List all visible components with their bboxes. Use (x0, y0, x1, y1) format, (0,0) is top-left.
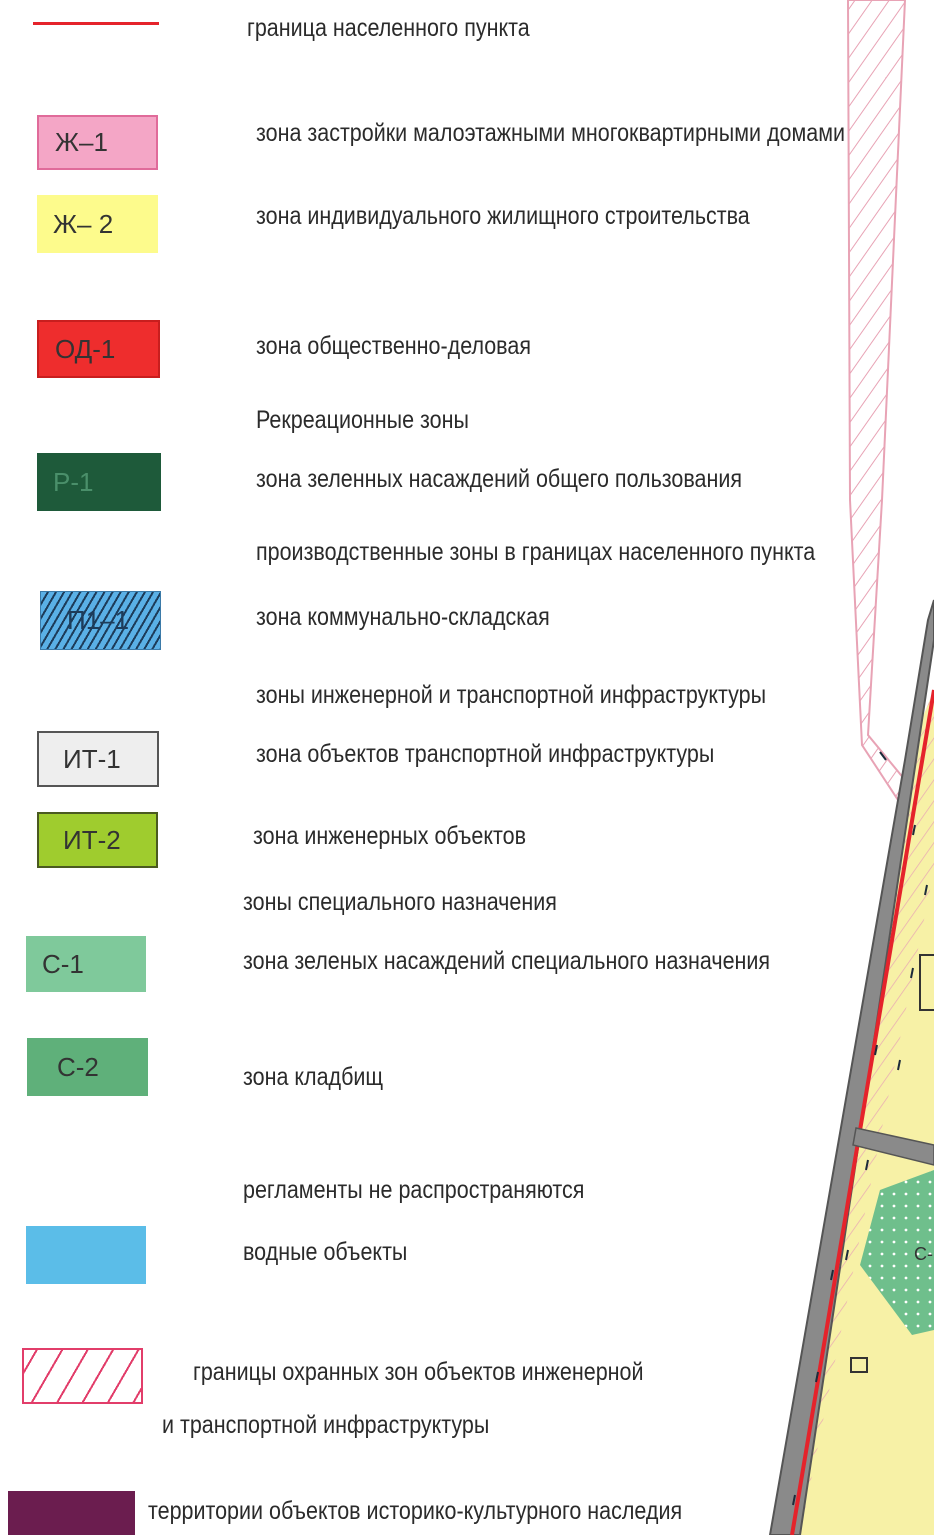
legend-label-r1: зона зеленных насаждений общего пользования (256, 465, 743, 493)
legend-header-no-regulations: регламенты не распространяются (243, 1176, 585, 1204)
swatch-zh1 (37, 115, 158, 170)
swatch-s2 (27, 1038, 148, 1096)
swatch-code-it2: ИТ-2 (63, 824, 121, 855)
swatch-it1 (37, 731, 159, 787)
swatch-code-zh1: Ж–1 (55, 127, 108, 157)
swatch-code-zh2: Ж– 2 (53, 208, 114, 239)
legend-header-production: производственные зоны в границах населенного пункта (256, 538, 816, 566)
legend-header-recreation: Рекреационные зоны (256, 406, 469, 434)
legend-label-heritage: территории объектов историко-культурного наследия (148, 1497, 683, 1525)
legend-label-zh1: зона застройки малоэтажными многоквартирными домами (256, 119, 846, 147)
legend-label-it2: зона инженерных объектов (253, 822, 527, 850)
swatch-zh2 (37, 195, 158, 253)
swatch-code-r1: Р-1 (53, 466, 94, 497)
map-zone-label: С- (914, 1244, 933, 1264)
legend-label-zh2: зона индивидуального жилищного строительства (256, 202, 750, 230)
legend-label-protection-zone: границы охранных зон объектов инженерной (193, 1358, 644, 1386)
swatch-p11 (40, 591, 161, 650)
swatch-od1 (37, 320, 160, 378)
boundary-line-swatch (33, 22, 159, 25)
swatch-s1 (26, 936, 146, 992)
legend-label-settlement-boundary: граница населенного пункта (247, 14, 530, 42)
legend-label-p11: зона коммунально-складская (256, 603, 550, 631)
swatch-code-p11: П1–1 (67, 605, 130, 635)
swatch-it2 (37, 812, 158, 868)
legend-label-it1: зона объектов транспортной инфраструктуры (256, 740, 715, 768)
swatch-r1 (37, 453, 161, 511)
swatch-code-s1: С-1 (42, 948, 84, 979)
swatch-heritage (8, 1491, 135, 1535)
swatch-code-s2: С-2 (57, 1051, 99, 1082)
legend-label-s2: зона кладбищ (243, 1063, 384, 1091)
swatch-code-od1: ОД-1 (55, 333, 116, 364)
legend-label-protection-zone-cont: и транспортной инфраструктуры (162, 1411, 490, 1439)
swatch-code-it1: ИТ-1 (63, 743, 121, 774)
legend-label-s1: зона зеленых насаждений специального назначения (243, 947, 771, 975)
swatch-water (26, 1226, 146, 1284)
legend-label-od1: зона общественно-деловая (256, 332, 531, 360)
legend-label-water: водные объекты (243, 1238, 408, 1266)
legend-header-infrastructure: зоны инженерной и транспортной инфраструктуры (256, 681, 767, 709)
legend-header-special: зоны специального назначения (243, 888, 557, 916)
swatch-protection-zone (22, 1348, 143, 1404)
